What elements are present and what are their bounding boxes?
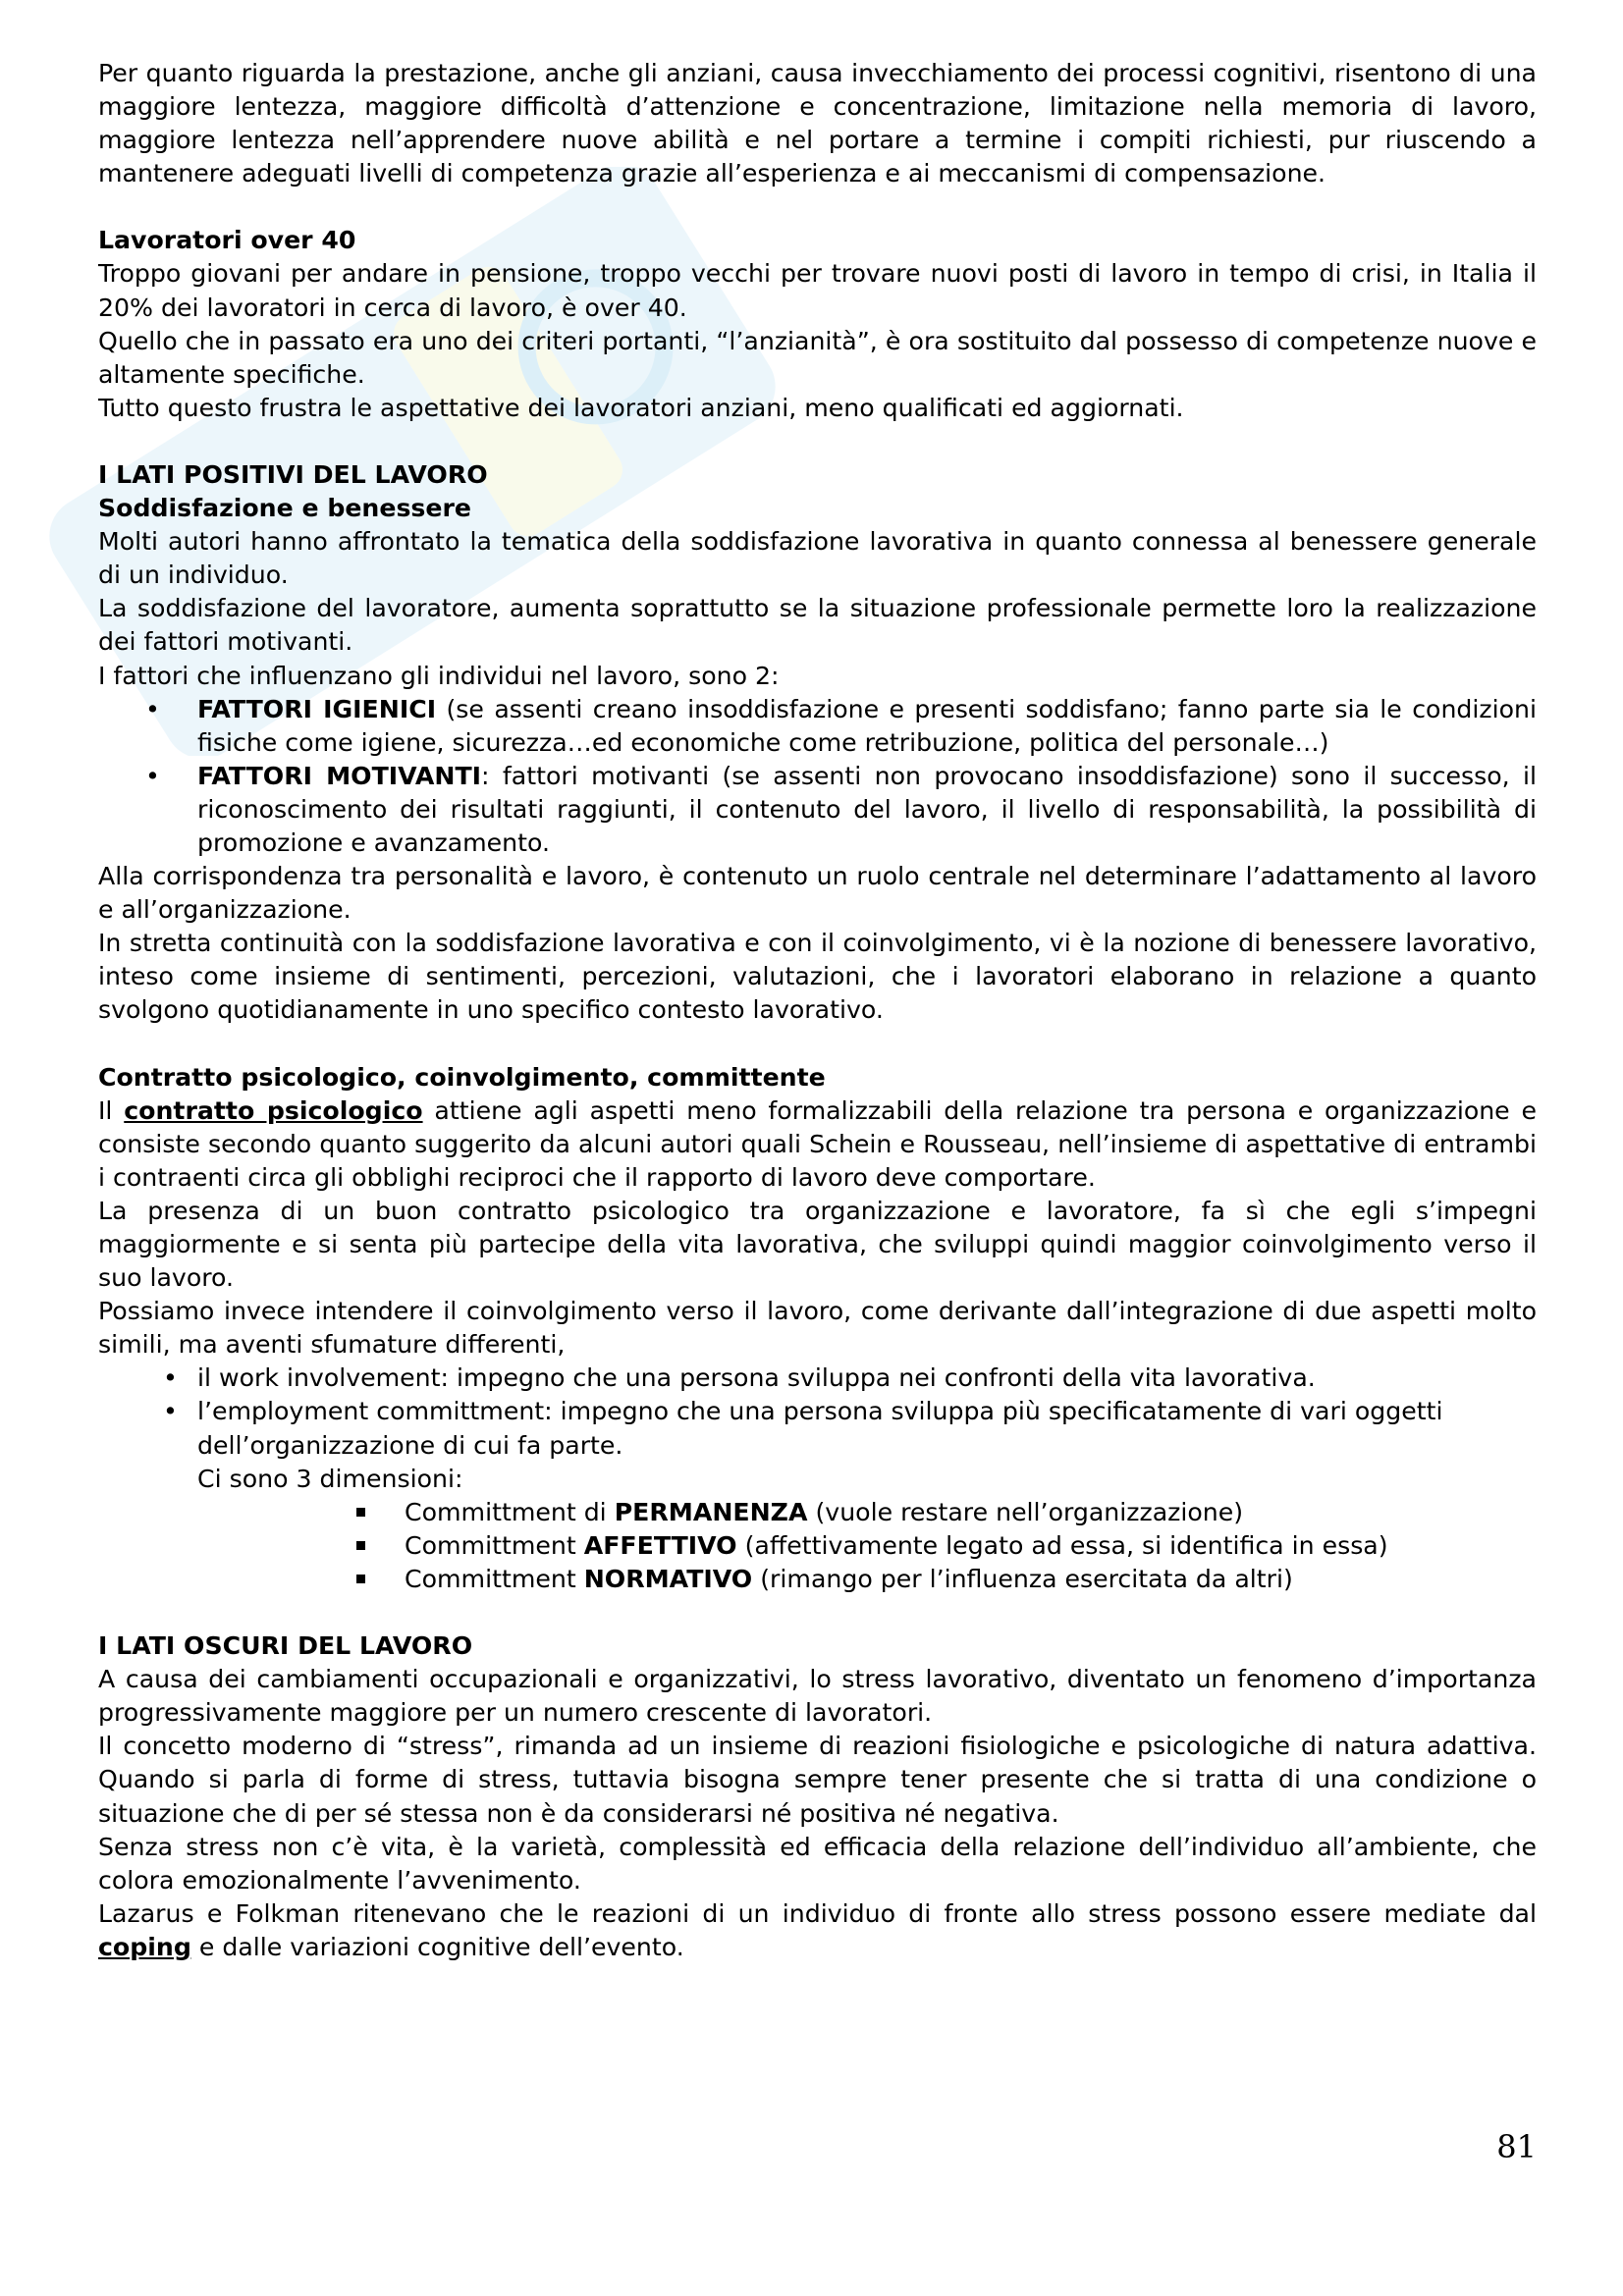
intro-paragraph: Per quanto riguarda la prestazione, anche gli anziani, causa invecchiamento dei processi cognitivi, risentono di una maggiore lentezza, maggiore difficoltà d’attenzione e concentrazione, limitazione nella memoria di lavoro, maggiore lentezza nell’apprendere nuove abilità e nel portare a termine i compiti richiesti, pur riuscendo a mantenere adeguati livelli di competenza grazie all’esperienza e ai meccanismi di compensazione. xyxy=(98,59,1537,188)
dimensioni-intro: Ci sono 3 dimensioni: xyxy=(197,1464,463,1493)
soddisfazione-paragraph-1: Molti autori hanno affrontato la tematica della soddisfazione lavorativa in quanto connessa al benessere generale di un individuo. xyxy=(98,527,1537,590)
over40-paragraph-3: Tutto questo frustra le aspettative dei lavoratori anziani, meno qualificati ed aggiornati. xyxy=(98,393,1184,422)
soddisfazione-paragraph-5: In stretta continuità con la soddisfazione lavorativa e con il coinvolgimento, vi è la nozione di benessere lavorativo, inteso come insieme di sentimenti, percezioni, valutazioni, che i lavoratori elaborano in relazione a quanto svolgono quotidianamente in uno specifico contesto lavorativo. xyxy=(98,929,1537,1025)
contratto-text-post: attiene agli aspetti meno formalizzabili della relazione tra persona e organizzazione e consiste secondo quanto suggerito da alcuni autori quali Schein e Rousseau, nell’insieme di aspettative di entrambi i contraenti circa gli obblighi reciproci che il rapporto di lavoro deve comportare. xyxy=(98,1095,1537,1192)
soddisfazione-paragraph-3: I fattori che influenzano gli individui nel lavoro, sono 2: xyxy=(98,661,780,690)
list-item xyxy=(98,1563,1537,1596)
fattori-list xyxy=(98,693,1537,860)
oscuri-text-post: e dalle variazioni cognitive dell’evento. xyxy=(190,1932,684,1961)
dimensione-bold: PERMANENZA xyxy=(614,1497,808,1526)
oscuri-paragraph-4 xyxy=(98,1897,1537,1964)
over40-paragraph-1: Troppo giovani per andare in pensione, troppo vecchi per trovare nuovi posti di lavoro in tempo di crisi, in Italia il 20% dei lavoratori in cerca di lavoro, è over 40. xyxy=(98,259,1537,322)
dimensione-post: (vuole restare nell’organizzazione) xyxy=(807,1497,1244,1526)
oscuri-paragraph-2: Il concetto moderno di “stress”, rimanda ad un insieme di reazioni fisiologiche e psicologiche di natura adattiva. Quando si parla di forme di stress, tuttavia bisogna sempre tener presente che si tratta di una condizione o situazione che di per sé stessa non è da considerarsi né positiva né negativa. xyxy=(98,1732,1537,1828)
dimensione-post: (rimango per l’influenza esercitata da altri) xyxy=(752,1564,1293,1593)
oscuri-paragraph-3: Senza stress non c’è vita, è la varietà, complessità ed efficacia della relazione dell’individuo all’ambiente, che colora emozionalmente l’avvenimento. xyxy=(98,1832,1537,1895)
dimensione-bold: AFFETTIVO xyxy=(583,1530,737,1560)
soddisfazione-paragraph-4: Alla corrispondenza tra personalità e lavoro, è contenuto un ruolo centrale nel determinare l’adattamento al lavoro e all’organizzazione. xyxy=(98,862,1537,925)
dimensione-bold: NORMATIVO xyxy=(583,1564,753,1593)
contratto-term: contratto psicologico xyxy=(124,1095,423,1125)
contratto-text-pre: Il xyxy=(98,1095,125,1125)
dimensioni-list xyxy=(98,1496,1537,1596)
list-item: • l’employment committment: impegno che una persona sviluppa più specificatamente di vari oggetti dell’organizzazione di cui fa parte. xyxy=(98,1395,1537,1462)
over40-paragraph-2: Quello che in passato era uno dei criteri portanti, “l’anzianità”, è ora sostituito dal possesso di competenze nuove e altamente specifiche. xyxy=(98,326,1537,389)
coping-term: coping xyxy=(98,1932,191,1961)
contratto-paragraph-1 xyxy=(98,1095,1537,1195)
contratto-paragraph-2: La presenza di un buon contratto psicologico tra organizzazione e lavoratore, fa sì che egli s’impegni maggiormente e si senta più partecipe della vita lavorativa, che sviluppi quindi maggior coinvolgimento verso il suo lavoro. xyxy=(98,1196,1537,1293)
list-item: • il work involvement: impegno che una persona sviluppa nei confronti della vita lavorativa. xyxy=(98,1362,1537,1395)
fattore-text: (se assenti creano insoddisfazione e presenti soddisfano; fanno parte sia le condizioni fisiche come igiene, sicurezza…ed economiche come retribuzione, politica del personale…) xyxy=(197,694,1538,757)
list-item xyxy=(98,693,1537,760)
soddisfazione-paragraph-2: La soddisfazione del lavoratore, aumenta soprattutto se la situazione professionale permette loro la realizzazione dei fattori motivanti. xyxy=(98,594,1537,657)
heading-lati-oscuri: I LATI OSCURI DEL LAVORO xyxy=(98,1631,473,1661)
document-page xyxy=(98,57,1537,1964)
contratto-paragraph-3: Possiamo invece intendere il coinvolgimento verso il lavoro, come derivante dall’integrazione di due aspetti molto simili, ma aventi sfumature differenti, xyxy=(98,1297,1537,1360)
heading-over40: Lavoratori over 40 xyxy=(98,226,356,255)
dimensione-post: (affettivamente legato ad essa, si identifica in essa) xyxy=(736,1530,1388,1560)
fattore-label: FATTORI IGIENICI xyxy=(197,694,437,723)
list-item xyxy=(98,760,1537,860)
dimensione-pre: Committment xyxy=(405,1530,584,1560)
fattore-text: : fattori motivanti (se assenti non provocano insoddisfazione) sono il successo, il riconoscimento dei risultati raggiunti, il contenuto del lavoro, il livello di responsabilità, la possibilità di promozione e avanzamento. xyxy=(197,761,1537,857)
heading-contratto: Contratto psicologico, coinvolgimento, committente xyxy=(98,1062,826,1092)
dimensione-pre: Committment di xyxy=(405,1497,615,1526)
dimensione-pre: Committment xyxy=(405,1564,584,1593)
list-item xyxy=(98,1496,1537,1529)
list-item xyxy=(98,1529,1537,1563)
oscuri-paragraph-1: A causa dei cambiamenti occupazionali e organizzativi, lo stress lavorativo, diventato un fenomeno d’importanza progressivamente maggiore per un numero crescente di lavoratori. xyxy=(98,1665,1537,1728)
oscuri-text-pre: Lazarus e Folkman ritenevano che le reazioni di un individuo di fronte allo stress possono essere mediate dal xyxy=(98,1898,1537,1928)
involvement-list xyxy=(98,1362,1537,1462)
fattore-label: FATTORI MOTIVANTI xyxy=(197,761,482,790)
heading-lati-positivi: I LATI POSITIVI DEL LAVORO xyxy=(98,459,488,489)
heading-soddisfazione: Soddisfazione e benessere xyxy=(98,494,472,523)
page-number: 81 xyxy=(1496,2128,1537,2165)
